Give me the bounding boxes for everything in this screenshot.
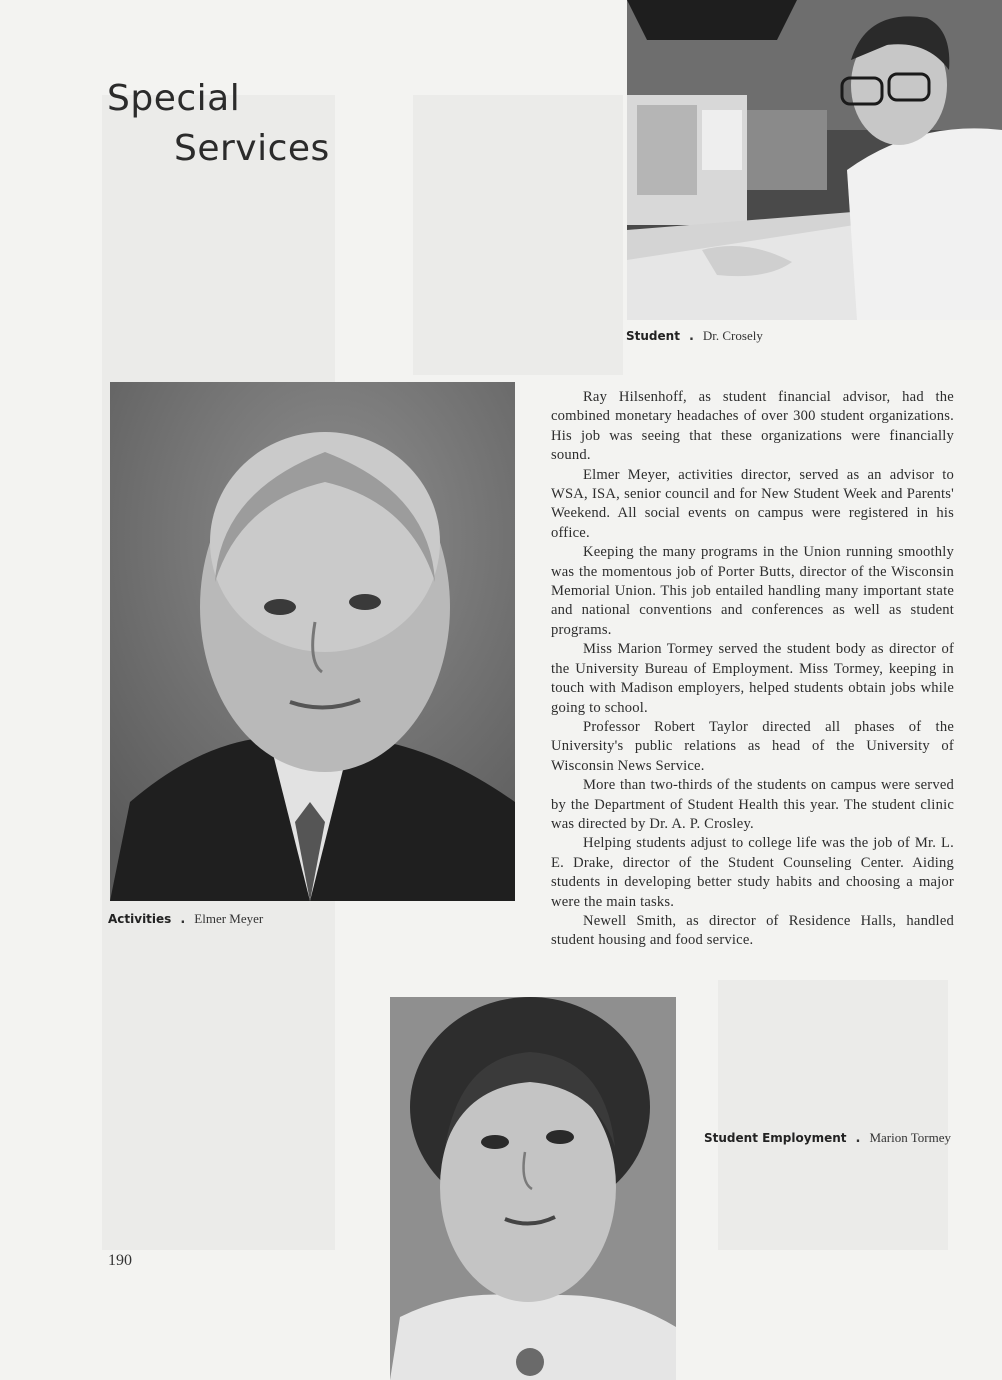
article-paragraph: More than two-thirds of the students on campus were served by the Department of Student Health this year. The student clinic was directed by Dr. A. P. Crosley.	[551, 777, 954, 832]
caption-name: Dr. Crosely	[702, 328, 763, 343]
caption-label: Student Employment	[704, 1131, 847, 1145]
page-number: 190	[108, 1252, 132, 1269]
caption-label: Activities	[108, 912, 172, 926]
background-panel-right	[718, 980, 948, 1250]
caption-name: Marion Tormey	[869, 1130, 951, 1145]
article-paragraph: Miss Marion Tormey served the student body as director of the University Bureau of Employment. Miss Tormey, keeping in touch with Madison employers, helped students obtain jobs while going to school.	[551, 641, 954, 716]
article-paragraph: Elmer Meyer, activities director, served as an advisor to WSA, ISA, senior council and for New Student Week and Parents' Weekend. All social events on campus were registered in his office.	[551, 466, 954, 541]
caption-tormey	[704, 1130, 951, 1146]
background-panel-center	[413, 95, 623, 375]
photo-meyer	[110, 382, 515, 901]
page-title-line-1: Special	[107, 78, 241, 119]
caption-crosley	[626, 328, 763, 344]
article-paragraph: Helping students adjust to college life was the job of Mr. L. E. Drake, director of the Student Counseling Center. Aiding students in developing better study habits and choosing a major were the main tasks.	[551, 835, 954, 910]
caption-meyer	[108, 911, 263, 927]
article-paragraph: Newell Smith, as director of Residence Halls, handled student housing and food service.	[551, 912, 954, 949]
article-paragraph: Ray Hilsenhoff, as student financial advisor, had the combined monetary headaches of over 300 student organizations. His job was seeing that these organizations were financially sound.	[551, 389, 954, 464]
caption-separator: .	[180, 912, 186, 927]
article-body	[551, 388, 954, 951]
page-title-line-2: Services	[174, 128, 330, 169]
article-paragraph: Keeping the many programs in the Union running smoothly was the momentous job of Porter Butts, director of the Wisconsin Memorial Union. This job entailed handling many important state and national conventions and conferences as well as student programs.	[551, 544, 954, 638]
photo-crosley	[627, 0, 1002, 320]
caption-separator: .	[855, 1131, 861, 1146]
caption-separator: .	[688, 329, 694, 344]
photo-tormey	[390, 997, 676, 1380]
caption-label: Student	[626, 329, 680, 343]
caption-name: Elmer Meyer	[194, 911, 264, 926]
article-paragraph: Professor Robert Taylor directed all phases of the University's public relations as head of the University of Wisconsin News Service.	[551, 718, 954, 774]
